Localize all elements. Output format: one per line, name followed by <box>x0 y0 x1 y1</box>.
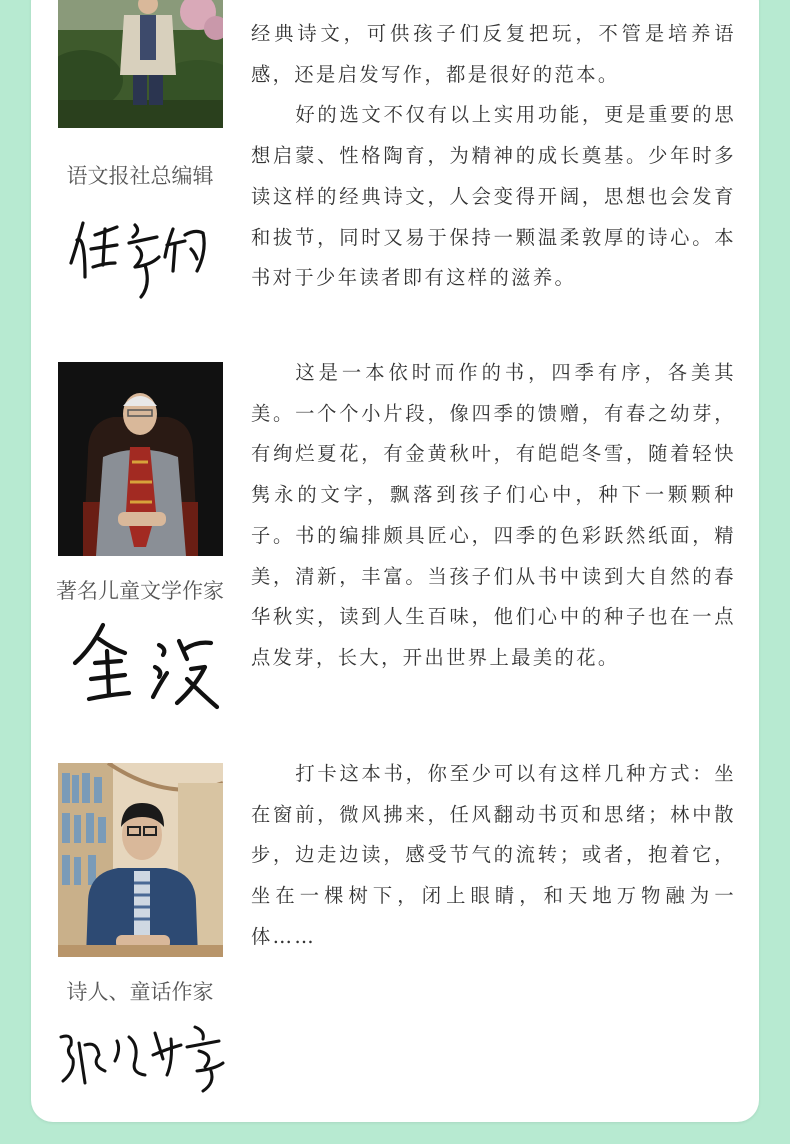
author-role-1: 语文报社总编辑 <box>66 165 214 188</box>
signature-2 <box>55 615 230 715</box>
author-photo-2 <box>58 362 223 556</box>
author-role-3: 诗人、童话作家 <box>66 981 214 1004</box>
quote-text-1 <box>251 14 736 299</box>
author-photo-1 <box>58 0 223 128</box>
quote-paragraph: 打卡这本书，你至少可以有这样几种方式：坐在窗前，微风拂来，任风翻动书页和思绪；林中散步，边走边读，感受节气的流转；或者，抱着它，坐在一棵树下，闭上眼睛，和天地万物融为一体…… <box>251 762 736 948</box>
quote-paragraph: 经典诗文，可供孩子们反复把玩，不管是培养语感，还是启发写作，都是很好的范本。 <box>251 22 736 86</box>
quote-paragraph: 好的选文不仅有以上实用功能，更是重要的思想启蒙、性格陶育，为精神的成长奠基。少年时多读这样的经典诗文，人会变得开阔，思想也会发育和拔节，同时又易于保持一颗温柔敦厚的诗心。本书对于少年读者即有这样的滋养。 <box>251 103 736 290</box>
signature-3 <box>55 1015 230 1095</box>
signature-1 <box>55 205 230 305</box>
author-photo-3 <box>58 763 223 957</box>
quote-text-2 <box>251 353 736 679</box>
author-role-2: 著名儿童文学作家 <box>56 580 224 603</box>
quote-paragraph: 这是一本依时而作的书，四季有序，各美其美。一个个小片段，像四季的馈赠，有春之幼芽，有绚烂夏花，有金黄秋叶，有皑皑冬雪，随着轻快隽永的文字，飘落到孩子们心中，种下一颗颗种子。书的编排颇具匠心，四季的色彩跃然纸面，精美，清新，丰富。当孩子们从书中读到大自然的春华秋实，读到人生百味，他们心中的种子也在一点点发芽，长大，开出世界上最美的花。 <box>251 361 736 669</box>
quote-text-3 <box>251 754 736 958</box>
